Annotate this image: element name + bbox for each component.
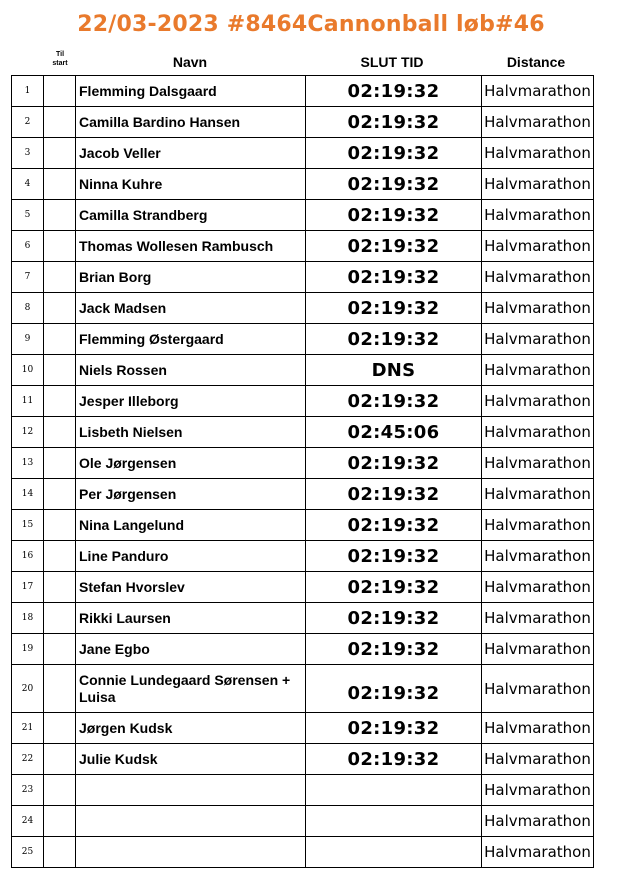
distance: Halvmarathon [482, 355, 594, 386]
row-number: 11 [12, 386, 44, 417]
runner-name [76, 775, 306, 806]
runner-name: Niels Rossen [76, 355, 306, 386]
start-cell [44, 541, 76, 572]
finish-time: 02:19:32 [306, 138, 482, 169]
start-cell [44, 448, 76, 479]
header-start-line1: Til [55, 51, 65, 58]
row-number: 17 [12, 572, 44, 603]
start-cell [44, 138, 76, 169]
runner-name: Jesper Illeborg [76, 386, 306, 417]
start-cell [44, 200, 76, 231]
finish-time [306, 775, 482, 806]
table-row [12, 634, 594, 665]
finish-time: 02:19:32 [306, 603, 482, 634]
row-number: 13 [12, 448, 44, 479]
runner-name: Stefan Hvorslev [76, 572, 306, 603]
distance: Halvmarathon [482, 634, 594, 665]
finish-time: 02:19:32 [306, 231, 482, 262]
start-cell [44, 713, 76, 744]
table-row [12, 806, 594, 837]
table-row [12, 324, 594, 355]
runner-name: Camilla Bardino Hansen [76, 107, 306, 138]
runner-name: Camilla Strandberg [76, 200, 306, 231]
table-row [12, 603, 594, 634]
table-row [12, 386, 594, 417]
distance: Halvmarathon [482, 448, 594, 479]
distance: Halvmarathon [482, 744, 594, 775]
finish-time: 02:19:32 [306, 448, 482, 479]
start-cell [44, 262, 76, 293]
distance: Halvmarathon [482, 231, 594, 262]
distance: Halvmarathon [482, 324, 594, 355]
header-time: SLUT TID [360, 54, 424, 70]
table-row [12, 231, 594, 262]
finish-time: 02:19:32 [306, 293, 482, 324]
runner-name: Jack Madsen [76, 293, 306, 324]
runner-name: Ninna Kuhre [76, 169, 306, 200]
table-row [12, 293, 594, 324]
start-cell [44, 231, 76, 262]
table-row [12, 200, 594, 231]
distance: Halvmarathon [482, 713, 594, 744]
table-row [12, 355, 594, 386]
results-table [11, 75, 594, 868]
table-row [12, 138, 594, 169]
table-row [12, 665, 594, 713]
finish-time: 02:19:32 [306, 169, 482, 200]
start-cell [44, 169, 76, 200]
finish-time [306, 806, 482, 837]
row-number: 20 [12, 665, 44, 713]
table-row [12, 837, 594, 868]
finish-time: 02:19:32 [306, 479, 482, 510]
runner-name: Connie Lundegaard Sørensen + Luisa [76, 665, 306, 713]
runner-name: Brian Borg [76, 262, 306, 293]
row-number: 3 [12, 138, 44, 169]
finish-time: 02:19:32 [306, 386, 482, 417]
distance: Halvmarathon [482, 837, 594, 868]
distance: Halvmarathon [482, 200, 594, 231]
runner-name: Line Panduro [76, 541, 306, 572]
row-number: 18 [12, 603, 44, 634]
distance: Halvmarathon [482, 138, 594, 169]
row-number: 2 [12, 107, 44, 138]
start-cell [44, 355, 76, 386]
finish-time: 02:19:32 [306, 510, 482, 541]
finish-time: 02:19:32 [306, 713, 482, 744]
header-distance: Distance [506, 54, 566, 70]
runner-name: Jørgen Kudsk [76, 713, 306, 744]
runner-name: Flemming Østergaard [76, 324, 306, 355]
finish-time: 02:19:32 [306, 634, 482, 665]
row-number: 19 [12, 634, 44, 665]
runner-name: Jane Egbo [76, 634, 306, 665]
finish-time: DNS [306, 355, 482, 386]
table-row [12, 417, 594, 448]
start-cell [44, 634, 76, 665]
table-row [12, 510, 594, 541]
distance: Halvmarathon [482, 510, 594, 541]
row-number: 15 [12, 510, 44, 541]
distance: Halvmarathon [482, 76, 594, 107]
start-cell [44, 837, 76, 868]
results-body [12, 76, 594, 868]
start-cell [44, 510, 76, 541]
row-number: 9 [12, 324, 44, 355]
runner-name: Ole Jørgensen [76, 448, 306, 479]
distance: Halvmarathon [482, 169, 594, 200]
table-row [12, 169, 594, 200]
runner-name: Per Jørgensen [76, 479, 306, 510]
runner-name: Jacob Veller [76, 138, 306, 169]
row-number: 22 [12, 744, 44, 775]
finish-time: 02:19:32 [306, 665, 482, 713]
start-cell [44, 572, 76, 603]
start-cell [44, 744, 76, 775]
row-number: 24 [12, 806, 44, 837]
table-row [12, 262, 594, 293]
runner-name [76, 806, 306, 837]
row-number: 16 [12, 541, 44, 572]
start-cell [44, 603, 76, 634]
table-row [12, 541, 594, 572]
runner-name: Julie Kudsk [76, 744, 306, 775]
runner-name [76, 837, 306, 868]
distance: Halvmarathon [482, 775, 594, 806]
table-row [12, 775, 594, 806]
row-number: 14 [12, 479, 44, 510]
start-cell [44, 665, 76, 713]
distance: Halvmarathon [482, 386, 594, 417]
header-name: Navn [172, 54, 208, 70]
row-number: 12 [12, 417, 44, 448]
row-number: 5 [12, 200, 44, 231]
distance: Halvmarathon [482, 541, 594, 572]
start-cell [44, 775, 76, 806]
start-cell [44, 76, 76, 107]
runner-name: Nina Langelund [76, 510, 306, 541]
start-cell [44, 324, 76, 355]
header-start [44, 50, 76, 68]
start-cell [44, 479, 76, 510]
distance: Halvmarathon [482, 603, 594, 634]
distance: Halvmarathon [482, 665, 594, 713]
distance: Halvmarathon [482, 417, 594, 448]
row-number: 7 [12, 262, 44, 293]
runner-name: Rikki Laursen [76, 603, 306, 634]
distance: Halvmarathon [482, 107, 594, 138]
finish-time: 02:19:32 [306, 76, 482, 107]
table-row [12, 713, 594, 744]
runner-name: Thomas Wollesen Rambusch [76, 231, 306, 262]
header-start-line2: start [52, 60, 68, 67]
distance: Halvmarathon [482, 293, 594, 324]
finish-time [306, 837, 482, 868]
page-title: 22/03-2023 #8464Cannonball løb#46 [77, 12, 545, 37]
start-cell [44, 293, 76, 324]
row-number: 6 [12, 231, 44, 262]
row-number: 1 [12, 76, 44, 107]
table-row [12, 572, 594, 603]
finish-time: 02:19:32 [306, 744, 482, 775]
distance: Halvmarathon [482, 572, 594, 603]
row-number: 25 [12, 837, 44, 868]
row-number: 23 [12, 775, 44, 806]
start-cell [44, 386, 76, 417]
start-cell [44, 107, 76, 138]
finish-time: 02:19:32 [306, 324, 482, 355]
distance: Halvmarathon [482, 806, 594, 837]
row-number: 8 [12, 293, 44, 324]
table-row [12, 76, 594, 107]
table-row [12, 479, 594, 510]
start-cell [44, 417, 76, 448]
table-row [12, 107, 594, 138]
finish-time: 02:19:32 [306, 200, 482, 231]
table-row [12, 744, 594, 775]
row-number: 21 [12, 713, 44, 744]
runner-name: Lisbeth Nielsen [76, 417, 306, 448]
distance: Halvmarathon [482, 262, 594, 293]
row-number: 10 [12, 355, 44, 386]
runner-name: Flemming Dalsgaard [76, 76, 306, 107]
start-cell [44, 806, 76, 837]
table-row [12, 448, 594, 479]
finish-time: 02:19:32 [306, 541, 482, 572]
finish-time: 02:19:32 [306, 107, 482, 138]
finish-time: 02:45:06 [306, 417, 482, 448]
finish-time: 02:19:32 [306, 572, 482, 603]
distance: Halvmarathon [482, 479, 594, 510]
row-number: 4 [12, 169, 44, 200]
finish-time: 02:19:32 [306, 262, 482, 293]
